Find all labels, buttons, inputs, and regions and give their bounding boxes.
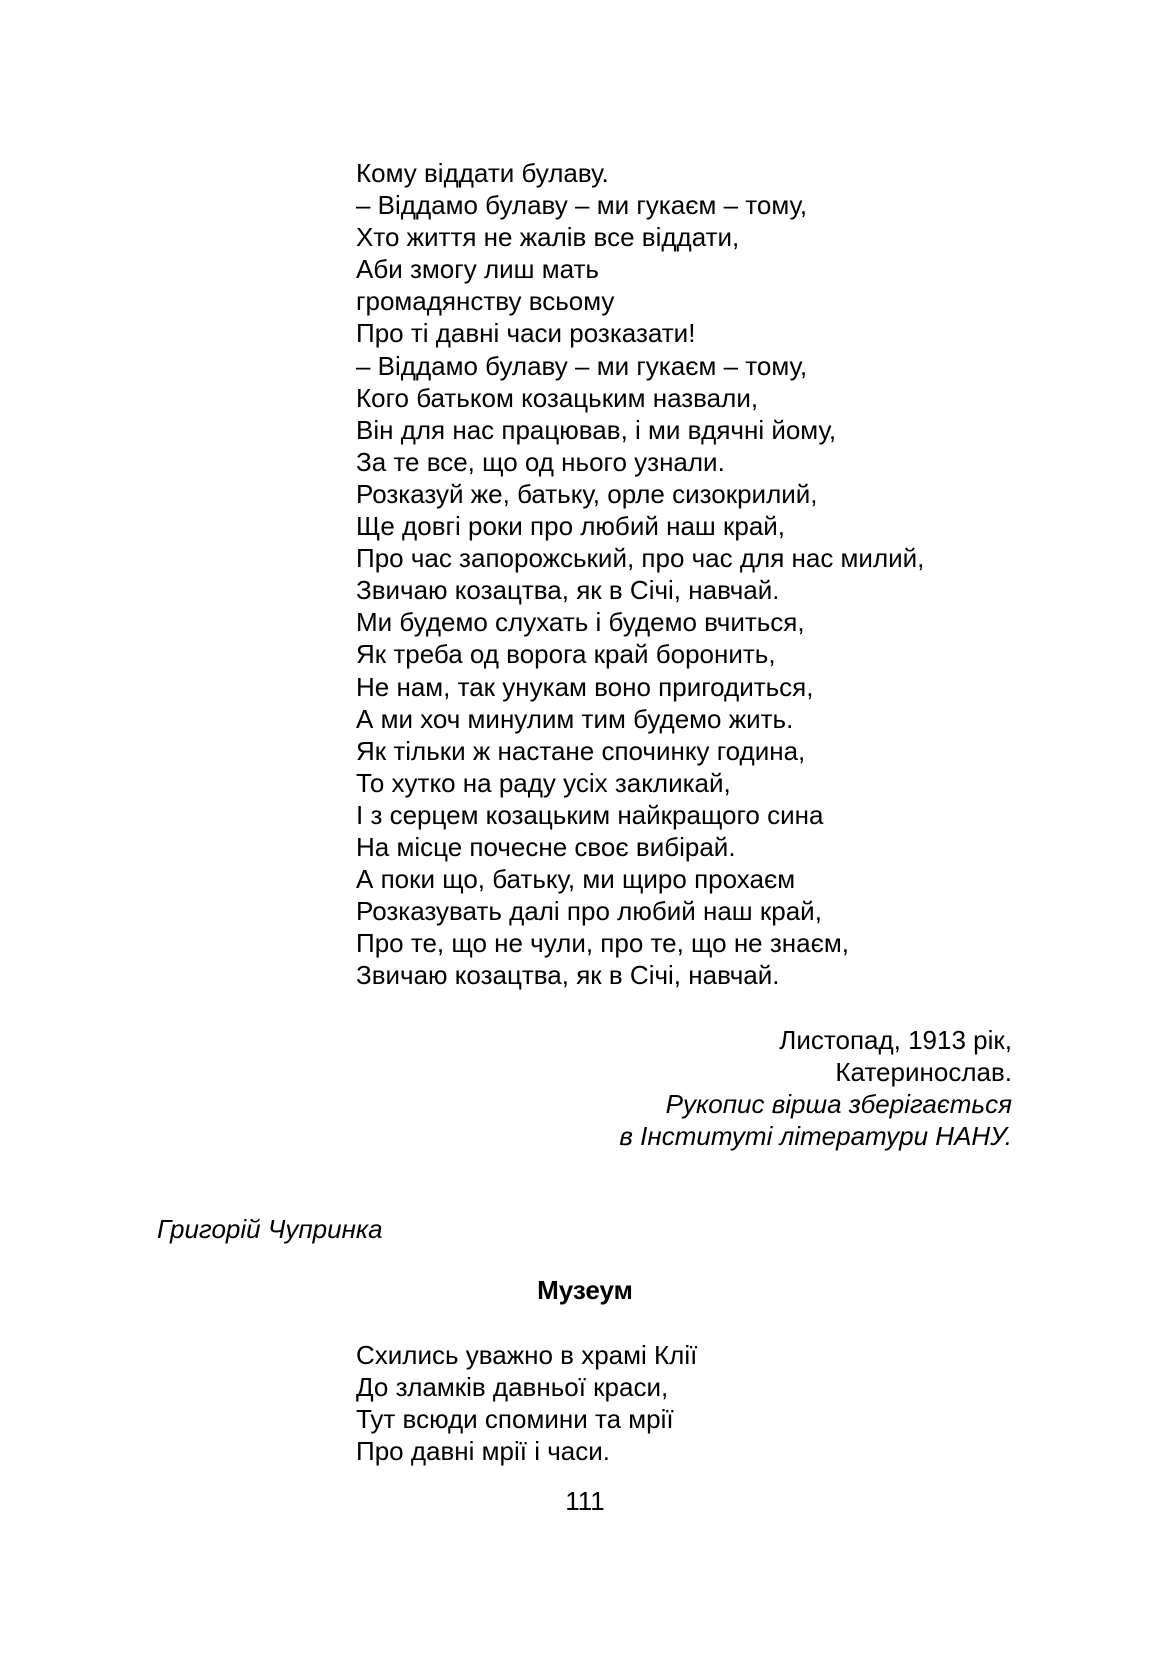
poem-line: – Віддамо булаву – ми гукаєм – тому, bbox=[356, 190, 808, 221]
poem-line: Ми будемо слухать і будемо вчиться, bbox=[356, 607, 805, 638]
poem-continuation bbox=[356, 157, 924, 991]
poem-line: Розказуй же, батьку, орле сизокрилий, bbox=[356, 478, 818, 509]
poem-line: громадянству всьому bbox=[356, 286, 615, 317]
signature-place: Катеринослав. bbox=[835, 1057, 1012, 1087]
poem-signature bbox=[619, 1024, 1012, 1152]
poem-line: Він для нас працював, і ми вдячні йому, bbox=[356, 414, 837, 445]
poem-line: До зламків давньої краси, bbox=[356, 1372, 669, 1403]
poem-author: Григорій Чупринка bbox=[157, 1214, 383, 1244]
poem-line: А ми хоч минулим тим будемо жить. bbox=[356, 703, 794, 734]
poem-line: Ще довгі роки про любий наш край, bbox=[356, 511, 786, 542]
poem-line: Про те, що не чули, про те, що не знаєм, bbox=[356, 928, 849, 959]
poem-line: Про час запорожський, про час для нас милий, bbox=[356, 543, 925, 574]
poem-line: То хутко на раду усіх закликай, bbox=[356, 767, 731, 798]
page-number: 111 bbox=[565, 1486, 605, 1516]
manuscript-note: Рукопис вірша зберігається bbox=[665, 1089, 1012, 1119]
poem-line: Не нам, так унукам воно пригодиться, bbox=[356, 671, 814, 702]
poem-line: Хто життя не жалів все віддати, bbox=[356, 222, 740, 253]
manuscript-note: в Інституті літератури НАНУ. bbox=[619, 1121, 1012, 1151]
poem-line: Тут всюди спомини та мрії bbox=[356, 1404, 674, 1435]
poem-line: Звичаю козацтва, як в Січі, навчай. bbox=[356, 960, 780, 991]
poem-line: Розказувать далі про любий наш край, bbox=[356, 896, 822, 927]
poem-line: Про давні мрії і часи. bbox=[356, 1436, 610, 1467]
poem-body bbox=[356, 1339, 697, 1467]
poem-line: А поки що, батьку, ми щиро прохаєм bbox=[356, 864, 796, 895]
poem-line: Звичаю козацтва, як в Січі, навчай. bbox=[356, 575, 780, 606]
poem-line: Схились уважно в храмі Клії bbox=[356, 1340, 698, 1370]
poem-line: – Віддамо булаву – ми гукаєм – тому, bbox=[356, 350, 808, 381]
poem-line: На місце почесне своє вибірай. bbox=[356, 831, 736, 862]
poem-line: Про ті давні часи розказати! bbox=[356, 318, 696, 349]
poem-line: Аби змогу лиш мать bbox=[356, 254, 599, 285]
poem-title: Музеум bbox=[537, 1275, 633, 1305]
poem-line: Як треба од ворога край боронить, bbox=[356, 639, 776, 670]
signature-date: Листопад, 1913 рік, bbox=[779, 1025, 1012, 1055]
poem-line: Як тільки ж настане спочинку година, bbox=[356, 735, 806, 766]
poem-line: Кому віддати булаву. bbox=[356, 158, 609, 188]
poem-line: Кого батьком козацьким назвали, bbox=[356, 382, 759, 413]
poem-line: І з серцем козацьким найкращого сина bbox=[356, 799, 824, 830]
poem-line: За те все, що од нього узнали. bbox=[356, 446, 725, 477]
